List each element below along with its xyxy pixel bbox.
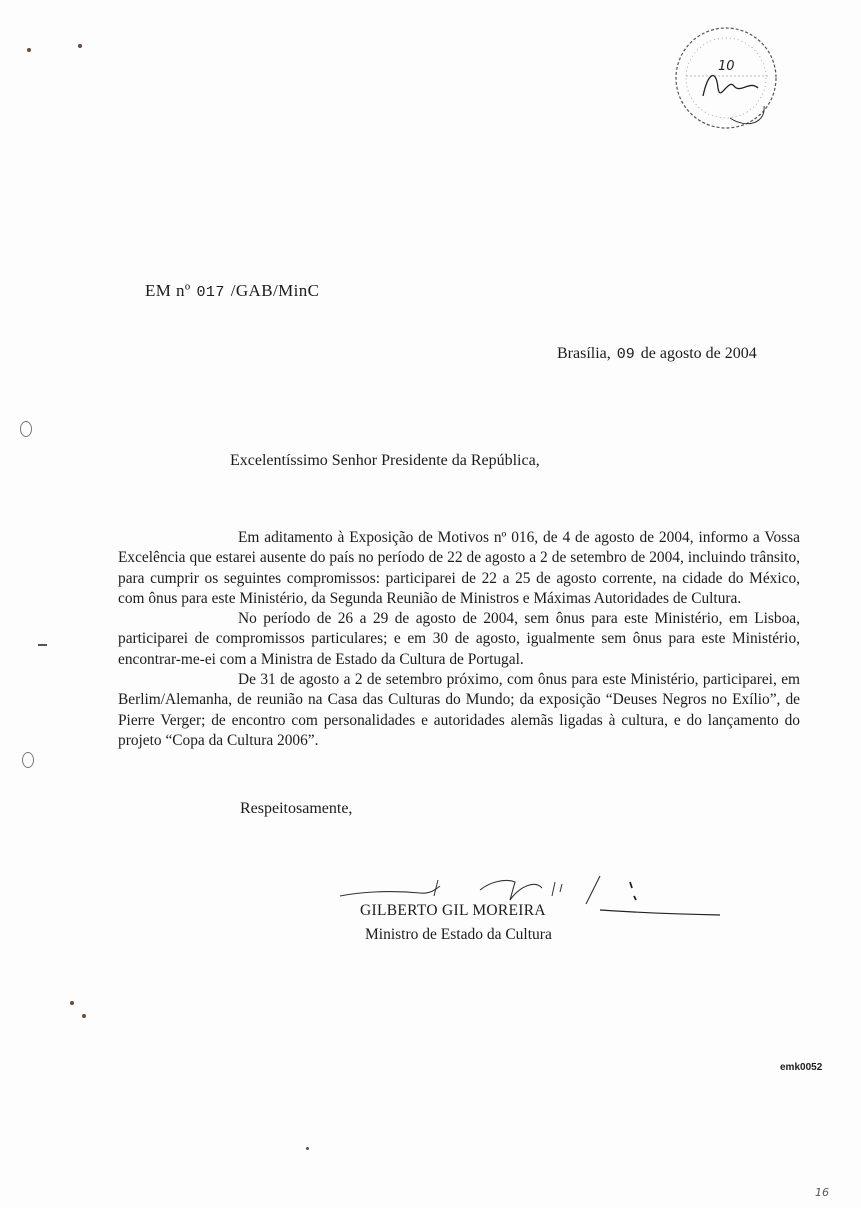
closing: Respeitosamente,	[240, 800, 353, 817]
speck-icon	[70, 1001, 74, 1005]
paragraph-3: De 31 de agosto a 2 de setembro próximo, com ônus para este Ministério, participarei, em Berlim/Alemanha, de reunião na Casa das Culturas do Mundo; da exposição “Deuses Negros no Exílio”, de Pierre Verger; de encontro com personalidades e autoridades alemãs ligadas à cultura, e do lançamento do projeto “Copa da Cultura 2006”.	[118, 671, 800, 749]
speck-icon	[27, 48, 31, 52]
punch-hole-icon	[20, 421, 32, 437]
document-code: emk0052	[780, 1062, 823, 1073]
reference-prefix: EM nº	[145, 281, 191, 300]
letter-body	[118, 528, 800, 751]
paragraph-1: Em aditamento à Exposição de Motivos nº 016, de 4 de agosto de 2004, informo a Vossa Excelência que estarei ausente do país no período de 22 de agosto a 2 de setembro de 2004, incluindo trânsito, para cumprir os seguintes compromissos: participarei de 22 a 25 de agosto corrente, na cidade do México, com ônus para este Ministério, da Segunda Reunião de Ministros e Máximas Autoridades de Cultura.	[118, 529, 800, 607]
dateline-day: 09	[616, 346, 635, 363]
signatory-name: GILBERTO GIL MOREIRA	[360, 902, 546, 919]
dateline	[557, 345, 757, 363]
dateline-rest: de agosto de 2004	[640, 345, 757, 362]
reference-suffix: /GAB/MinC	[230, 281, 320, 300]
speck-icon	[306, 1147, 309, 1150]
dateline-city: Brasília,	[557, 345, 611, 362]
salutation: Excelentíssimo Senhor Presidente da República,	[230, 452, 540, 469]
margin-mark-icon	[38, 644, 47, 646]
punch-hole-icon	[22, 752, 34, 768]
paragraph-2: No período de 26 a 29 de agosto de 2004, sem ônus para este Ministério, em Lisboa, participarei de compromissos particulares; e em 30 de agosto, igualmente sem ônus para este Ministério, encontrar-me-ei com a Ministra de Estado da Cultura de Portugal.	[118, 610, 800, 668]
speck-icon	[82, 1014, 86, 1018]
signatory-title: Ministro de Estado da Cultura	[365, 926, 552, 943]
reference-line	[145, 281, 319, 301]
reference-number: 017	[196, 284, 225, 301]
protocol-stamp-icon	[668, 18, 780, 140]
page-number: 16	[815, 1186, 829, 1199]
speck-icon	[78, 44, 82, 48]
stamp-page-number: 10	[718, 59, 735, 74]
